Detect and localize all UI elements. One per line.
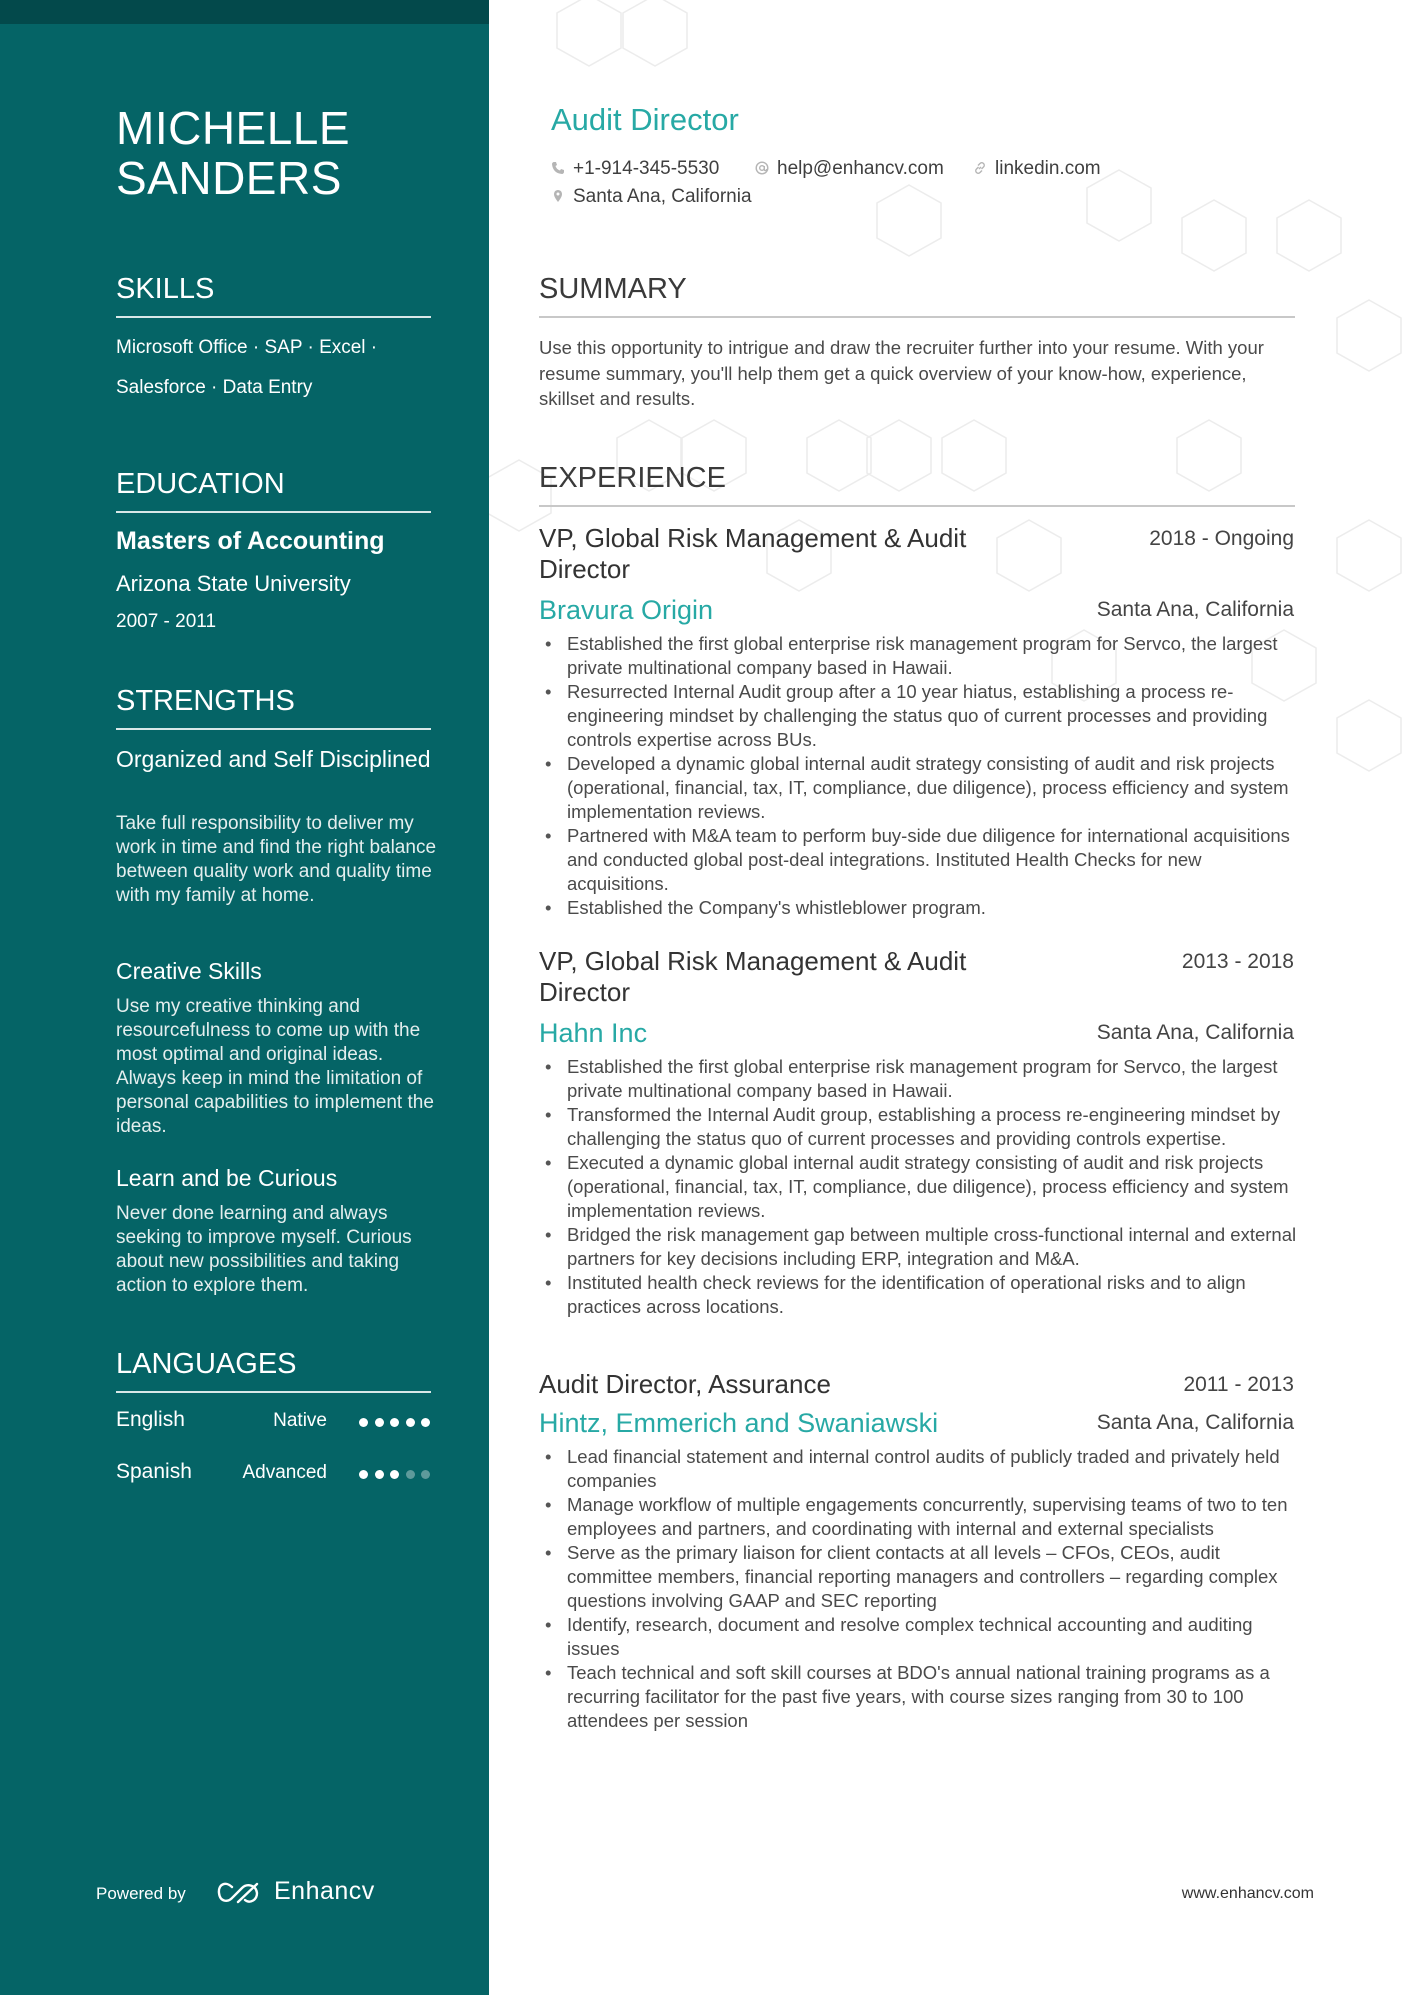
- link-icon: [973, 161, 987, 175]
- job-bullet: • Lead financial statement and internal control audits of publicly traded and privately held companies: [539, 1445, 1299, 1493]
- enhancv-logo-icon: [216, 1880, 260, 1906]
- rating-dot-filled: [359, 1470, 368, 1479]
- job-bullet: • Established the Company's whistleblower program.: [539, 896, 1299, 920]
- rating-dot-filled: [390, 1418, 399, 1427]
- powered-by-label: Powered by: [96, 1884, 186, 1903]
- experience-heading: EXPERIENCE: [539, 461, 1295, 507]
- phone-number: +1-914-345-5530: [573, 158, 720, 179]
- language-level: Advanced: [242, 1462, 327, 1483]
- rating-dot-filled: [359, 1418, 368, 1427]
- last-name: SANDERS: [116, 152, 342, 204]
- job-company: Bravura Origin: [539, 595, 714, 625]
- job-position: VP, Global Risk Management & Audit Director: [539, 946, 967, 1007]
- job-bullet: • Established the first global enterprise risk management program for Servco, the largest private multinational company based in Hawaii.: [539, 632, 1299, 680]
- job-bullet: • Manage workflow of multiple engagements concurrently, supervising teams of two to ten employees and partners, and coordinating with internal and external specialists: [539, 1493, 1299, 1541]
- contact-email: [755, 158, 944, 180]
- rating-dot-filled: [421, 1418, 430, 1427]
- sidebar: [0, 0, 489, 1995]
- job-bullet: • Partnered with M&A team to perform buy-side due diligence for international acquisitions and conducted global post-deal integrations. Instituted Health Checks for new acquisitions.: [539, 824, 1299, 896]
- education-dates: 2007 - 2011: [116, 611, 217, 632]
- contact-location: [551, 186, 752, 208]
- linkedin-link[interactable]: linkedin.com: [995, 158, 1101, 179]
- job-location: Santa Ana, California: [1096, 1411, 1294, 1434]
- strength-title: Creative Skills: [116, 958, 262, 984]
- first-name: MICHELLE: [116, 102, 351, 154]
- language-row: [116, 1408, 431, 1438]
- rating-dot-filled: [390, 1470, 399, 1479]
- candidate-name: [116, 103, 456, 203]
- contact-linkedin: [973, 158, 1101, 180]
- email-link[interactable]: help@enhancv.com: [777, 158, 944, 179]
- job-bullet: • Serve as the primary liaison for client contacts at all levels – CFOs, CEOs, audit committee members, financial reporting managers and controllers – regarding complex questions involving GAAP and SEC reporting: [539, 1541, 1299, 1613]
- location-text: Santa Ana, California: [573, 186, 752, 207]
- rating-dot-filled: [375, 1470, 384, 1479]
- rating-dot-empty: [406, 1470, 415, 1479]
- phone-icon: [551, 161, 565, 175]
- job-title-heading: Audit Director: [551, 102, 739, 137]
- skills-line-2: Salesforce · Data Entry: [116, 377, 313, 398]
- job-bullet: • Established the first global enterprise risk management program for Servco, the largest private multinational company based in Hawaii.: [539, 1055, 1299, 1103]
- job-bullet: • Resurrected Internal Audit group after a 10 year hiatus, establishing a process re-engineering mindset by challenging the status quo of current processes and providing controls expertise across BUs.: [539, 680, 1299, 752]
- job-bullet: • Developed a dynamic global internal audit strategy consisting of audit and risk projects (operational, financial, tax, IT, compliance, due diligence), process efficiency and system implementation reviews.: [539, 752, 1299, 824]
- education-heading: EDUCATION: [116, 467, 431, 513]
- rating-dot-filled: [375, 1418, 384, 1427]
- strength-description: Never done learning and always seeking to improve myself. Curious about new possibilities and taking action to explore them.: [116, 1203, 412, 1296]
- job-dates: 2018 - Ongoing: [1149, 527, 1294, 550]
- summary-heading: SUMMARY: [539, 272, 1295, 318]
- language-name: Spanish: [116, 1460, 192, 1483]
- education-school: Arizona State University: [116, 571, 351, 596]
- job-company: Hintz, Emmerich and Swaniawski: [539, 1408, 939, 1438]
- languages-heading: LANGUAGES: [116, 1347, 431, 1393]
- language-rating: [359, 1470, 431, 1480]
- language-level: Native: [273, 1410, 327, 1431]
- job-bullets: [539, 1055, 1299, 1319]
- job-dates: 2011 - 2013: [1183, 1373, 1294, 1396]
- sidebar-top-bar: [0, 0, 489, 24]
- summary-text: Use this opportunity to intrigue and draw the recruiter further into your resume. With your resume summary, you'll help them get a quick overview of your know-how, experience, skillset and results.: [539, 337, 1264, 409]
- job-bullet: • Identify, research, document and resolve complex technical accounting and auditing issues: [539, 1613, 1299, 1661]
- language-rating: [359, 1418, 431, 1428]
- job-dates: 2013 - 2018: [1181, 950, 1294, 973]
- job-bullet: • Teach technical and soft skill courses at BDO's annual national training programs as a recurring facilitator for the past five years, with course sizes ranging from 30 to 100 attendees per session: [539, 1661, 1299, 1733]
- rating-dot-empty: [421, 1470, 430, 1479]
- job-bullets: [539, 1445, 1299, 1733]
- job-company: Hahn Inc: [539, 1018, 648, 1048]
- language-row: [116, 1460, 431, 1490]
- job-bullet: • Executed a dynamic global internal audit strategy consisting of audit and risk projects (operational, financial, tax, IT, compliance, due diligence), process efficiency and system implementation reviews.: [539, 1151, 1299, 1223]
- education-degree: Masters of Accounting: [116, 527, 385, 555]
- job-bullet: • Transformed the Internal Audit group, establishing a process re-engineering mindset by challenging the status quo of current processes and providing controls expertise.: [539, 1103, 1299, 1151]
- strength-description: Use my creative thinking and resourcefulness to come up with the most optimal and original ideas. Always keep in mind the limitation of personal capabilities to implement the ideas.: [116, 996, 434, 1137]
- at-icon: [755, 161, 769, 175]
- job-location: Santa Ana, California: [1096, 1021, 1294, 1044]
- strengths-heading: STRENGTHS: [116, 684, 431, 730]
- job-position: Audit Director, Assurance: [539, 1369, 831, 1399]
- job-position: VP, Global Risk Management & Audit Director: [539, 523, 967, 584]
- language-name: English: [116, 1408, 185, 1431]
- brand-name: Enhancv: [274, 1877, 375, 1905]
- job-bullet: • Bridged the risk management gap between multiple cross-functional internal and external partners for key decisions including ERP, integration and M&A.: [539, 1223, 1299, 1271]
- strength-title: Learn and be Curious: [116, 1165, 338, 1191]
- rating-dot-filled: [406, 1418, 415, 1427]
- website-link[interactable]: www.enhancv.com: [1181, 1885, 1314, 1902]
- job-bullets: [539, 632, 1299, 920]
- skills-line-1: Microsoft Office · SAP · Excel ·: [116, 337, 378, 358]
- job-location: Santa Ana, California: [1096, 598, 1294, 621]
- location-pin-icon: [551, 189, 565, 203]
- strength-description: Take full responsibility to deliver my work in time and find the right balance between quality work and quality time with my family at home.: [116, 813, 437, 906]
- skills-heading: SKILLS: [116, 272, 431, 318]
- strength-title: Organized and Self Disciplined: [116, 746, 431, 772]
- job-bullet: • Instituted health check reviews for the identification of operational risks and to align practices across locations.: [539, 1271, 1299, 1319]
- contact-phone: [551, 158, 719, 180]
